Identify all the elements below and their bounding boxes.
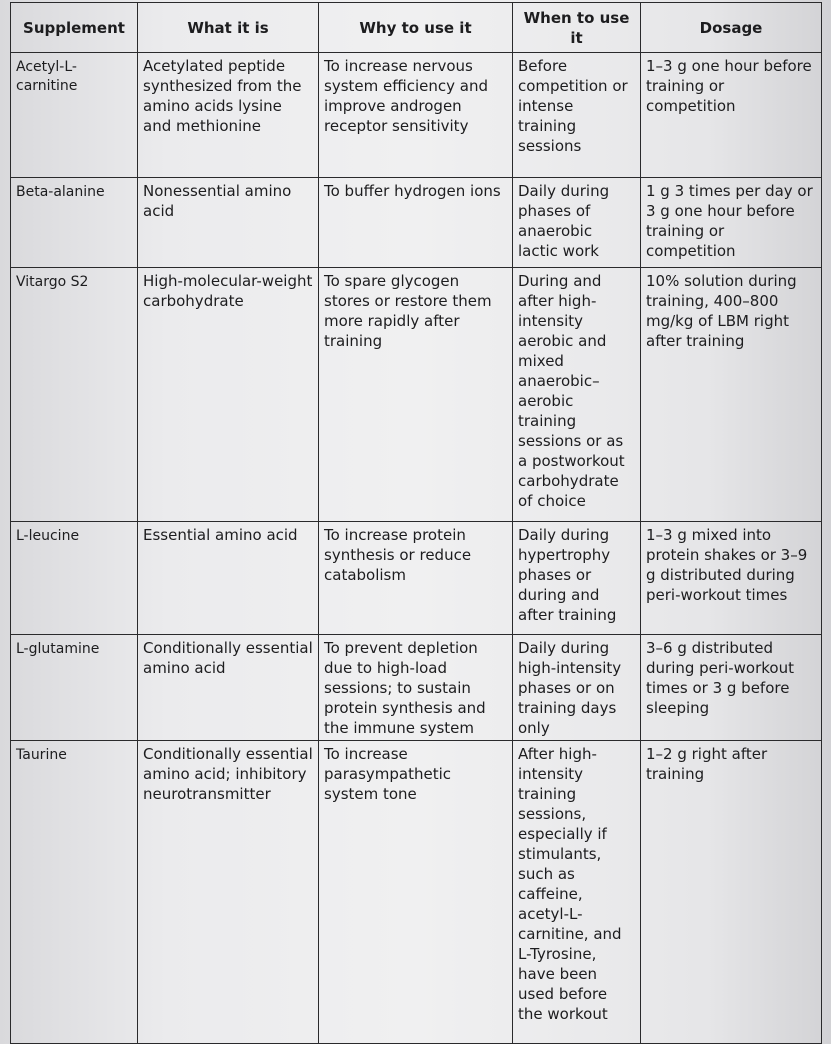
cell-what-it-is: High-molecular-weight carbohydrate bbox=[138, 268, 319, 522]
header-when-to-use-it: When to use it bbox=[513, 3, 641, 53]
header-what-it-is: What it is bbox=[138, 3, 319, 53]
header-supplement: Supplement bbox=[11, 3, 138, 53]
cell-what-it-is: Conditionally essential amino acid; inhibitory neurotransmitter bbox=[138, 741, 319, 1044]
table-row bbox=[11, 53, 822, 178]
cell-what-it-is: Acetylated peptide synthesized from the amino acids lysine and methionine bbox=[138, 53, 319, 178]
cell-why-to-use-it: To increase parasympathetic system tone bbox=[319, 741, 513, 1044]
cell-why-to-use-it: To prevent depletion due to high-load sessions; to sustain protein synthesis and the immune system bbox=[319, 635, 513, 741]
table-row bbox=[11, 635, 822, 741]
cell-supplement: Acetyl-L-carnitine bbox=[11, 53, 138, 178]
cell-what-it-is: Nonessential amino acid bbox=[138, 178, 319, 268]
cell-why-to-use-it: To increase protein synthesis or reduce catabolism bbox=[319, 522, 513, 635]
cell-dosage: 3–6 g distributed during peri-workout times or 3 g before sleeping bbox=[641, 635, 822, 741]
table-row bbox=[11, 522, 822, 635]
cell-when-to-use-it: Before competition or intense training sessions bbox=[513, 53, 641, 178]
cell-when-to-use-it: Daily during hypertrophy phases or during and after training bbox=[513, 522, 641, 635]
table-row bbox=[11, 741, 822, 1044]
cell-when-to-use-it: After high-intensity training sessions, especially if stimulants, such as caffeine, acetyl-L-carnitine, and L-Tyrosine, have been used before the workout bbox=[513, 741, 641, 1044]
cell-supplement: L-leucine bbox=[11, 522, 138, 635]
cell-supplement: Taurine bbox=[11, 741, 138, 1044]
cell-dosage: 10% solution during training, 400–800 mg/kg of LBM right after training bbox=[641, 268, 822, 522]
cell-dosage: 1–2 g right after training bbox=[641, 741, 822, 1044]
cell-supplement: L-glutamine bbox=[11, 635, 138, 741]
supplement-table bbox=[10, 2, 822, 1044]
cell-why-to-use-it: To increase nervous system efficiency and improve androgen receptor sensitivity bbox=[319, 53, 513, 178]
header-row bbox=[11, 3, 822, 53]
cell-when-to-use-it: Daily during high-intensity phases or on training days only bbox=[513, 635, 641, 741]
cell-dosage: 1–3 g one hour before training or competition bbox=[641, 53, 822, 178]
cell-supplement: Vitargo S2 bbox=[11, 268, 138, 522]
cell-why-to-use-it: To buffer hydrogen ions bbox=[319, 178, 513, 268]
cell-dosage: 1 g 3 times per day or 3 g one hour before training or competition bbox=[641, 178, 822, 268]
cell-when-to-use-it: During and after high-intensity aerobic and mixed anaerobic–aerobic training sessions or as a postworkout carbohydrate of choice bbox=[513, 268, 641, 522]
table-row bbox=[11, 178, 822, 268]
header-why-to-use-it: Why to use it bbox=[319, 3, 513, 53]
cell-dosage: 1–3 g mixed into protein shakes or 3–9 g distributed during peri-workout times bbox=[641, 522, 822, 635]
cell-why-to-use-it: To spare glycogen stores or restore them more rapidly after training bbox=[319, 268, 513, 522]
book-page bbox=[10, 2, 825, 1023]
header-dosage: Dosage bbox=[641, 3, 822, 53]
cell-supplement: Beta-alanine bbox=[11, 178, 138, 268]
cell-what-it-is: Conditionally essential amino acid bbox=[138, 635, 319, 741]
table-row bbox=[11, 268, 822, 522]
cell-when-to-use-it: Daily during phases of anaerobic lactic work bbox=[513, 178, 641, 268]
cell-what-it-is: Essential amino acid bbox=[138, 522, 319, 635]
